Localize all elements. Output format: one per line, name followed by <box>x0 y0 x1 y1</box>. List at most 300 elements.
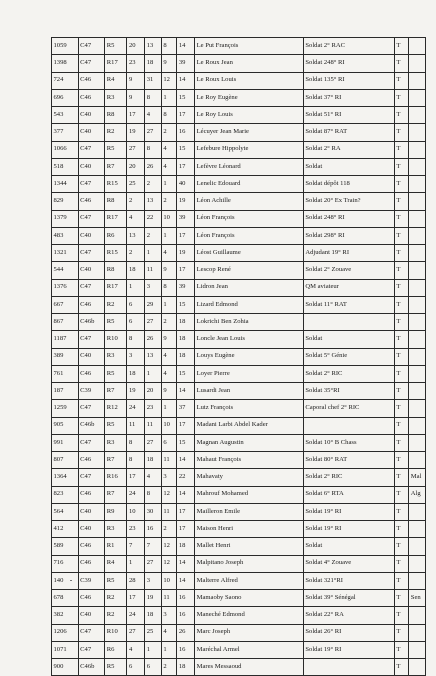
box-code-cell: C47 <box>78 38 105 55</box>
status-flag-cell: T <box>394 296 408 313</box>
month-cell: 8 <box>145 89 162 106</box>
day-cell: 9 <box>127 72 145 89</box>
day-cell: 8 <box>127 434 145 451</box>
table-row <box>52 314 426 331</box>
reel-code-cell: R2 <box>105 124 127 141</box>
cote-cell: 14 <box>177 72 195 89</box>
origin-note-cell <box>409 572 426 589</box>
month-cell: 2 <box>145 176 162 193</box>
person-name-cell: Le Roux Louis <box>195 72 304 89</box>
month-cell: 3 <box>145 279 162 296</box>
table-row <box>52 227 426 244</box>
origin-note-cell <box>409 434 426 451</box>
box-code-cell: C46 <box>78 452 105 469</box>
origin-note-cell <box>409 124 426 141</box>
rank-unit-cell: Soldat 19° RI <box>303 641 394 658</box>
rank-unit-cell: Soldat 11° RAT <box>303 296 394 313</box>
origin-note-cell <box>409 538 426 555</box>
status-flag-cell: T <box>394 607 408 624</box>
cote-cell: 16 <box>177 607 195 624</box>
cote-cell: 14 <box>177 383 195 400</box>
table-row <box>52 72 426 89</box>
rank-unit-cell <box>303 659 394 676</box>
reel-code-cell: R3 <box>105 89 127 106</box>
box-code-cell: C46b <box>78 417 105 434</box>
status-flag-cell: T <box>394 383 408 400</box>
year-index-cell: 1 <box>161 641 177 658</box>
box-code-cell: C47 <box>78 400 105 417</box>
origin-note-cell <box>409 314 426 331</box>
box-code-cell: C47 <box>78 641 105 658</box>
table-row <box>52 641 426 658</box>
cote-cell: 16 <box>177 590 195 607</box>
box-code-cell: C39 <box>78 572 105 589</box>
origin-note-cell <box>409 193 426 210</box>
person-name-cell: Léon Achille <box>195 193 304 210</box>
origin-note-cell <box>409 72 426 89</box>
record-number-cell: 1321 <box>52 245 79 262</box>
status-flag-cell: T <box>394 141 408 158</box>
reel-code-cell: R5 <box>105 38 127 55</box>
reel-code-cell: R5 <box>105 141 127 158</box>
reel-code-cell: R7 <box>105 158 127 175</box>
cote-cell: 15 <box>177 365 195 382</box>
status-flag-cell: T <box>394 227 408 244</box>
year-index-cell: 9 <box>161 383 177 400</box>
rank-unit-cell: Soldat 51° RI <box>303 107 394 124</box>
year-index-cell: 12 <box>161 486 177 503</box>
table-row <box>52 538 426 555</box>
day-cell: 25 <box>127 176 145 193</box>
month-cell: 26 <box>145 331 162 348</box>
year-index-cell: 11 <box>161 503 177 520</box>
rank-unit-cell: Soldat 35°RI <box>303 383 394 400</box>
table-row <box>52 176 426 193</box>
box-code-cell: C46 <box>78 590 105 607</box>
rank-unit-cell: Adjudant 19° RI <box>303 245 394 262</box>
table-row <box>52 469 426 486</box>
table-row <box>52 624 426 641</box>
origin-note-cell <box>409 452 426 469</box>
cote-cell: 16 <box>177 124 195 141</box>
month-cell: 6 <box>145 659 162 676</box>
cote-cell: 37 <box>177 400 195 417</box>
box-code-cell: C40 <box>78 521 105 538</box>
record-number-cell: 544 <box>52 262 79 279</box>
reel-code-cell: R7 <box>105 383 127 400</box>
record-number-cell: 1059 <box>52 38 79 55</box>
record-number-cell: 1344 <box>52 176 79 193</box>
person-name-cell: Madani Larbi Abdel Kader <box>195 417 304 434</box>
rank-unit-cell: Soldat 2° Zouave <box>303 262 394 279</box>
status-flag-cell: T <box>394 279 408 296</box>
origin-note-cell <box>409 555 426 572</box>
year-index-cell: 4 <box>161 245 177 262</box>
box-code-cell: C47 <box>78 141 105 158</box>
rank-unit-cell: Soldat 10° B Chass <box>303 434 394 451</box>
table-row <box>52 193 426 210</box>
day-cell: 28 <box>127 572 145 589</box>
person-name-cell: Lutz François <box>195 400 304 417</box>
table-row <box>52 417 426 434</box>
person-name-cell: Maneché Edmond <box>195 607 304 624</box>
month-cell: 4 <box>145 107 162 124</box>
status-flag-cell: T <box>394 659 408 676</box>
status-flag-cell: T <box>394 521 408 538</box>
day-cell: 20 <box>127 38 145 55</box>
reel-code-cell: R6 <box>105 641 127 658</box>
box-code-cell: C47 <box>78 279 105 296</box>
day-cell: 27 <box>127 624 145 641</box>
origin-note-cell <box>409 279 426 296</box>
origin-note-cell <box>409 607 426 624</box>
cote-cell: 14 <box>177 452 195 469</box>
person-name-cell: Mares Messaoud <box>195 659 304 676</box>
cote-cell: 18 <box>177 538 195 555</box>
month-cell: 8 <box>145 141 162 158</box>
month-cell: 27 <box>145 124 162 141</box>
rank-unit-cell: Caporal chef 2° RIC <box>303 400 394 417</box>
record-number-cell: 905 <box>52 417 79 434</box>
cote-cell: 14 <box>177 555 195 572</box>
month-cell: 7 <box>145 538 162 555</box>
rank-unit-cell: QM aviateur <box>303 279 394 296</box>
year-index-cell: 4 <box>161 348 177 365</box>
record-number-cell: 412 <box>52 521 79 538</box>
reel-code-cell: R16 <box>105 469 127 486</box>
year-index-cell: 9 <box>161 262 177 279</box>
rank-unit-cell: Soldat 87° RAT <box>303 124 394 141</box>
status-flag-cell: T <box>394 452 408 469</box>
origin-note-cell <box>409 331 426 348</box>
day-cell: 27 <box>127 141 145 158</box>
table-row <box>52 486 426 503</box>
origin-note-cell <box>409 521 426 538</box>
record-number-cell: 564 <box>52 503 79 520</box>
table-row <box>52 590 426 607</box>
rank-unit-cell: Soldat <box>303 331 394 348</box>
cote-cell: 17 <box>177 417 195 434</box>
reel-code-cell: R5 <box>105 572 127 589</box>
cote-cell: 19 <box>177 245 195 262</box>
origin-note-cell <box>409 55 426 72</box>
month-cell: 19 <box>145 590 162 607</box>
table-row <box>52 383 426 400</box>
person-name-cell: Le Roy Louis <box>195 107 304 124</box>
person-name-cell: Mahavaty <box>195 469 304 486</box>
year-index-cell: 10 <box>161 417 177 434</box>
month-cell: 30 <box>145 503 162 520</box>
year-index-cell: 10 <box>161 210 177 227</box>
record-number-cell: 389 <box>52 348 79 365</box>
cote-cell: 17 <box>177 227 195 244</box>
status-flag-cell: T <box>394 89 408 106</box>
box-code-cell: C47 <box>78 245 105 262</box>
reel-code-cell: R4 <box>105 72 127 89</box>
record-number-cell: 807 <box>52 452 79 469</box>
origin-note-cell <box>409 383 426 400</box>
origin-note-cell <box>409 400 426 417</box>
box-code-cell: C47 <box>78 469 105 486</box>
cote-cell: 15 <box>177 89 195 106</box>
month-cell: 16 <box>145 521 162 538</box>
box-code-cell: C46b <box>78 659 105 676</box>
rank-unit-cell: Soldat 37° RI <box>303 89 394 106</box>
record-number-cell: 867 <box>52 314 79 331</box>
cote-cell: 26 <box>177 624 195 641</box>
rank-unit-cell: Soldat 2° RAC <box>303 38 394 55</box>
cote-cell: 18 <box>177 331 195 348</box>
record-number-cell: 382 <box>52 607 79 624</box>
status-flag-cell: T <box>394 193 408 210</box>
box-code-cell: C47 <box>78 331 105 348</box>
reel-code-cell: R8 <box>105 107 127 124</box>
rank-unit-cell: Soldat dépôt 118 <box>303 176 394 193</box>
cote-cell: 15 <box>177 141 195 158</box>
table-row <box>52 400 426 417</box>
year-index-cell: 10 <box>161 572 177 589</box>
cote-cell: 18 <box>177 659 195 676</box>
reel-code-cell: R12 <box>105 400 127 417</box>
record-number-cell: 1379 <box>52 210 79 227</box>
box-code-cell: C40 <box>78 503 105 520</box>
day-cell: 2 <box>127 193 145 210</box>
person-name-cell: Mailleron Emile <box>195 503 304 520</box>
record-number-cell: 1398 <box>52 55 79 72</box>
reel-code-cell: R15 <box>105 245 127 262</box>
record-number-cell: 1066 <box>52 141 79 158</box>
person-name-cell: Louys Eugène <box>195 348 304 365</box>
rank-unit-cell: Soldat 19° RI <box>303 503 394 520</box>
day-cell: 17 <box>127 590 145 607</box>
table-row <box>52 452 426 469</box>
record-number-cell: 667 <box>52 296 79 313</box>
cote-cell: 22 <box>177 469 195 486</box>
person-name-cell: Lescop René <box>195 262 304 279</box>
table-row <box>52 38 426 55</box>
cote-cell: 39 <box>177 279 195 296</box>
origin-note-cell <box>409 365 426 382</box>
cote-cell: 40 <box>177 176 195 193</box>
table-row <box>52 107 426 124</box>
person-name-cell: Lusardi Jean <box>195 383 304 400</box>
table-row <box>52 158 426 175</box>
day-cell: 13 <box>127 227 145 244</box>
day-cell: 23 <box>127 521 145 538</box>
rank-unit-cell: Soldat 5° Génie <box>303 348 394 365</box>
rank-unit-cell <box>303 417 394 434</box>
cote-cell: 14 <box>177 486 195 503</box>
cote-cell: 39 <box>177 210 195 227</box>
year-index-cell: 1 <box>161 176 177 193</box>
person-name-cell: Malterre Alfred <box>195 572 304 589</box>
person-name-cell: Mamaoby Saono <box>195 590 304 607</box>
record-number-cell: 483 <box>52 227 79 244</box>
person-name-cell: Malpitano Joseph <box>195 555 304 572</box>
cote-cell: 14 <box>177 572 195 589</box>
year-index-cell: 12 <box>161 72 177 89</box>
rank-unit-cell: Soldat 39° Sénégal <box>303 590 394 607</box>
person-name-cell: Lizard Edmond <box>195 296 304 313</box>
origin-note-cell <box>409 296 426 313</box>
origin-note-cell <box>409 624 426 641</box>
cote-cell: 17 <box>177 107 195 124</box>
rank-unit-cell: Soldat 248° RI <box>303 55 394 72</box>
record-number-cell: 724 <box>52 72 79 89</box>
year-index-cell: 2 <box>161 193 177 210</box>
reel-code-cell: R10 <box>105 331 127 348</box>
origin-note-cell <box>409 176 426 193</box>
status-flag-cell: T <box>394 124 408 141</box>
status-flag-cell: T <box>394 158 408 175</box>
year-index-cell: 12 <box>161 555 177 572</box>
month-cell: 27 <box>145 434 162 451</box>
rank-unit-cell: Soldat 2° RIC <box>303 365 394 382</box>
table-row <box>52 296 426 313</box>
origin-note-cell <box>409 641 426 658</box>
year-index-cell: 4 <box>161 365 177 382</box>
cote-cell: 15 <box>177 296 195 313</box>
person-name-cell: Mahaut François <box>195 452 304 469</box>
status-flag-cell: T <box>394 486 408 503</box>
person-name-cell: Le Roux Jean <box>195 55 304 72</box>
status-flag-cell: T <box>394 72 408 89</box>
person-name-cell: Le Put François <box>195 38 304 55</box>
year-index-cell: 2 <box>161 659 177 676</box>
table-row <box>52 210 426 227</box>
person-name-cell: Lidron Jean <box>195 279 304 296</box>
year-index-cell: 9 <box>161 55 177 72</box>
cote-cell: 17 <box>177 262 195 279</box>
record-number-cell: 518 <box>52 158 79 175</box>
record-number-cell: 1376 <box>52 279 79 296</box>
person-name-cell: Le Roy Eugène <box>195 89 304 106</box>
table-row <box>52 89 426 106</box>
day-cell: 8 <box>127 452 145 469</box>
record-number-cell: 1259 <box>52 400 79 417</box>
year-index-cell: 1 <box>161 227 177 244</box>
month-cell: 13 <box>145 38 162 55</box>
reel-code-cell: R3 <box>105 348 127 365</box>
record-number-cell: 543 <box>52 107 79 124</box>
month-cell: 20 <box>145 383 162 400</box>
box-code-cell: C40 <box>78 107 105 124</box>
cote-cell: 15 <box>177 434 195 451</box>
status-flag-cell: T <box>394 417 408 434</box>
year-index-cell: 8 <box>161 279 177 296</box>
person-name-cell: Marc Joseph <box>195 624 304 641</box>
rank-unit-cell <box>303 314 394 331</box>
origin-note-cell <box>409 262 426 279</box>
table-row <box>52 124 426 141</box>
reel-code-cell: R10 <box>105 624 127 641</box>
year-index-cell: 1 <box>161 400 177 417</box>
reel-code-cell: R2 <box>105 590 127 607</box>
reel-code-cell: R5 <box>105 314 127 331</box>
reel-code-cell: R3 <box>105 434 127 451</box>
table-row <box>52 659 426 676</box>
day-cell: 9 <box>127 89 145 106</box>
table-row <box>52 434 426 451</box>
box-code-cell: C46 <box>78 555 105 572</box>
reel-code-cell: R15 <box>105 176 127 193</box>
table-row <box>52 572 426 589</box>
cote-cell: 17 <box>177 521 195 538</box>
status-flag-cell: T <box>394 400 408 417</box>
month-cell: 18 <box>145 452 162 469</box>
day-cell: 1 <box>127 555 145 572</box>
year-index-cell: 12 <box>161 538 177 555</box>
reel-code-cell: R17 <box>105 210 127 227</box>
status-flag-cell: T <box>394 503 408 520</box>
status-flag-cell: T <box>394 538 408 555</box>
month-cell: 1 <box>145 365 162 382</box>
month-cell: 13 <box>145 193 162 210</box>
reel-code-cell: R6 <box>105 227 127 244</box>
month-cell: 31 <box>145 72 162 89</box>
record-number-cell: 696 <box>52 89 79 106</box>
rank-unit-cell: Soldat 321°RI <box>303 572 394 589</box>
day-cell: 6 <box>127 314 145 331</box>
reel-code-cell: R1 <box>105 538 127 555</box>
month-cell: 29 <box>145 296 162 313</box>
status-flag-cell: T <box>394 210 408 227</box>
box-code-cell: C40 <box>78 607 105 624</box>
reel-code-cell: R2 <box>105 607 127 624</box>
month-cell: 13 <box>145 348 162 365</box>
rank-unit-cell: Soldat 2° RIC <box>303 469 394 486</box>
month-cell: 26 <box>145 158 162 175</box>
cote-cell: 17 <box>177 503 195 520</box>
day-cell: 24 <box>127 486 145 503</box>
day-cell: 20 <box>127 158 145 175</box>
status-flag-cell: T <box>394 314 408 331</box>
box-code-cell: C46 <box>78 538 105 555</box>
reel-code-cell: R17 <box>105 279 127 296</box>
day-cell: 6 <box>127 659 145 676</box>
cote-cell: 16 <box>177 641 195 658</box>
reel-code-cell: R8 <box>105 193 127 210</box>
reel-code-cell: R2 <box>105 296 127 313</box>
roster-table <box>51 37 426 676</box>
year-index-cell: 2 <box>161 124 177 141</box>
cote-cell: 14 <box>177 38 195 55</box>
person-name-cell: Maison Henri <box>195 521 304 538</box>
day-cell: 2 <box>127 245 145 262</box>
rank-unit-cell: Soldat 2° RA <box>303 141 394 158</box>
year-index-cell: 4 <box>161 158 177 175</box>
box-code-cell: C47 <box>78 210 105 227</box>
month-cell: 27 <box>145 314 162 331</box>
status-flag-cell: T <box>394 38 408 55</box>
table-row <box>52 55 426 72</box>
year-index-cell: 4 <box>161 624 177 641</box>
status-flag-cell: T <box>394 469 408 486</box>
rank-unit-cell: Soldat 6° RTA <box>303 486 394 503</box>
origin-note-cell <box>409 417 426 434</box>
day-cell: 10 <box>127 503 145 520</box>
reel-code-cell: R9 <box>105 503 127 520</box>
status-flag-cell: T <box>394 262 408 279</box>
status-flag-cell: T <box>394 590 408 607</box>
roster-body <box>52 38 426 676</box>
status-flag-cell: T <box>394 365 408 382</box>
cote-cell: 18 <box>177 348 195 365</box>
box-code-cell: C40 <box>78 348 105 365</box>
month-cell: 18 <box>145 607 162 624</box>
rank-unit-cell: Soldat 4° Zouave <box>303 555 394 572</box>
status-flag-cell: T <box>394 555 408 572</box>
